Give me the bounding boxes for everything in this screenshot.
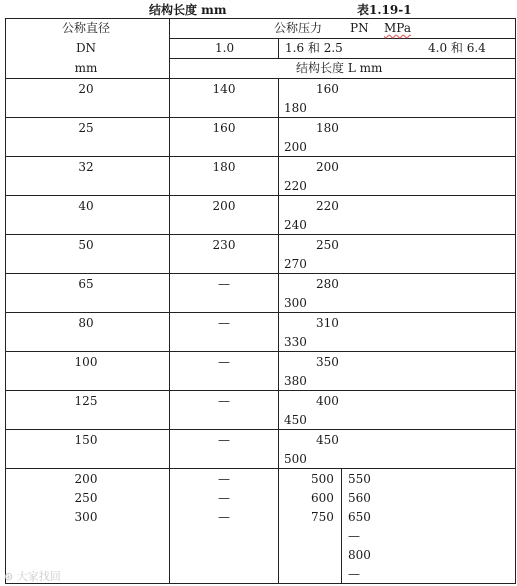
cell-len-pn2: 180 (316, 121, 339, 135)
header-pn-label: PN (350, 21, 369, 35)
cell-len-pn3: 330 (284, 335, 307, 349)
cell-dn: 25 (78, 121, 94, 135)
cell-len-pn3: 180 (284, 101, 307, 115)
cell-len-pn3: 550 (348, 472, 371, 486)
header-rule-1 (169, 38, 516, 39)
table-right-border (515, 18, 516, 584)
column-divider (278, 38, 279, 58)
table-number: 表1.19-1 (357, 3, 412, 17)
pressure-class-1: 1.0 (215, 41, 235, 55)
column-divider (278, 78, 279, 584)
cell-len-pn3: 560 (348, 491, 371, 505)
cell-dn: 125 (74, 394, 98, 408)
cell-len-pn2: 500 (311, 472, 334, 486)
cell-len-pn2: 310 (316, 316, 339, 330)
cell-len-pn3: 240 (284, 218, 307, 232)
row-rule (5, 234, 516, 235)
column-divider (169, 18, 170, 584)
cell-len-pn2: 750 (311, 510, 334, 524)
cell-len-pn1: — (218, 433, 230, 447)
cell-dn: 32 (78, 160, 94, 174)
cell-len-pn3: 300 (284, 296, 307, 310)
cell-len-pn2: 600 (311, 491, 334, 505)
watermark (4, 568, 61, 584)
cell-len-pn2: 200 (316, 160, 339, 174)
cell-len-pn3: 380 (284, 374, 307, 388)
header-pressure-label: 公称压力 (274, 21, 323, 35)
cell-len-pn1: — (218, 472, 230, 486)
cell-len-pn3: 450 (284, 413, 307, 427)
header-dn-code: DN (75, 41, 97, 55)
cell-len-pn3: — (348, 529, 360, 543)
cell-dn: 50 (78, 238, 94, 252)
cell-len-pn3: 270 (284, 257, 307, 271)
cell-len-pn3: 200 (284, 140, 307, 154)
cell-len-pn1: — (218, 277, 230, 291)
cell-dn: 40 (78, 199, 94, 213)
cell-len-pn2: 280 (316, 277, 339, 291)
cell-dn: 150 (74, 433, 98, 447)
column-divider (341, 468, 342, 584)
cell-len-pn3: 800 (348, 548, 371, 562)
pressure-class-2: 1.6 和 2.5 (285, 41, 343, 55)
cell-dn: 20 (78, 82, 94, 96)
cell-len-pn3: 500 (284, 452, 307, 466)
watermark-text: 大家找回 (16, 570, 61, 583)
table-caption: 结构长度 mm (149, 3, 227, 17)
cell-dn: 250 (74, 491, 98, 505)
row-rule (5, 429, 516, 430)
cell-len-pn2: 160 (316, 82, 339, 96)
cell-len-pn3: 650 (348, 510, 371, 524)
cell-len-pn1: — (218, 394, 230, 408)
header-dn-label: 公称直径 (61, 21, 111, 35)
cell-dn: 65 (78, 277, 94, 291)
row-rule (5, 117, 516, 118)
cell-len-pn1: — (218, 355, 230, 369)
cell-len-pn1: — (218, 491, 230, 505)
cell-dn: 300 (74, 510, 98, 524)
row-rule (5, 312, 516, 313)
pressure-class-3: 4.0 和 6.4 (428, 41, 486, 55)
header-unit-label: MPa (384, 21, 411, 35)
cell-len-pn2: 250 (316, 238, 339, 252)
row-rule (5, 468, 516, 469)
cell-dn: 200 (74, 472, 98, 486)
row-rule (5, 351, 516, 352)
cell-len-pn1: 140 (212, 82, 236, 96)
length-header: 结构长度 L mm (296, 61, 383, 75)
watermark-logo-icon: ⊛ (4, 570, 14, 583)
table-left-border (5, 18, 6, 584)
cell-len-pn1: 200 (212, 199, 236, 213)
row-rule (5, 156, 516, 157)
cell-dn: 80 (78, 316, 94, 330)
cell-dn: 100 (74, 355, 98, 369)
cell-len-pn3: 220 (284, 179, 307, 193)
cell-len-pn2: 350 (316, 355, 339, 369)
row-rule (5, 390, 516, 391)
table-top-border (5, 18, 516, 19)
cell-len-pn1: — (218, 316, 230, 330)
row-rule (5, 195, 516, 196)
header-dn-unit: mm (74, 61, 98, 75)
cell-len-pn1: 180 (212, 160, 236, 174)
cell-len-pn3: — (348, 567, 360, 581)
cell-len-pn2: 450 (316, 433, 339, 447)
cell-len-pn1: 160 (212, 121, 236, 135)
cell-len-pn2: 400 (316, 394, 339, 408)
header-rule-2 (169, 58, 516, 59)
header-bottom-rule (5, 78, 516, 79)
cell-len-pn2: 220 (316, 199, 339, 213)
table-bottom-border (5, 583, 516, 584)
cell-len-pn1: 230 (212, 238, 236, 252)
row-rule (5, 273, 516, 274)
cell-len-pn1: — (218, 510, 230, 524)
